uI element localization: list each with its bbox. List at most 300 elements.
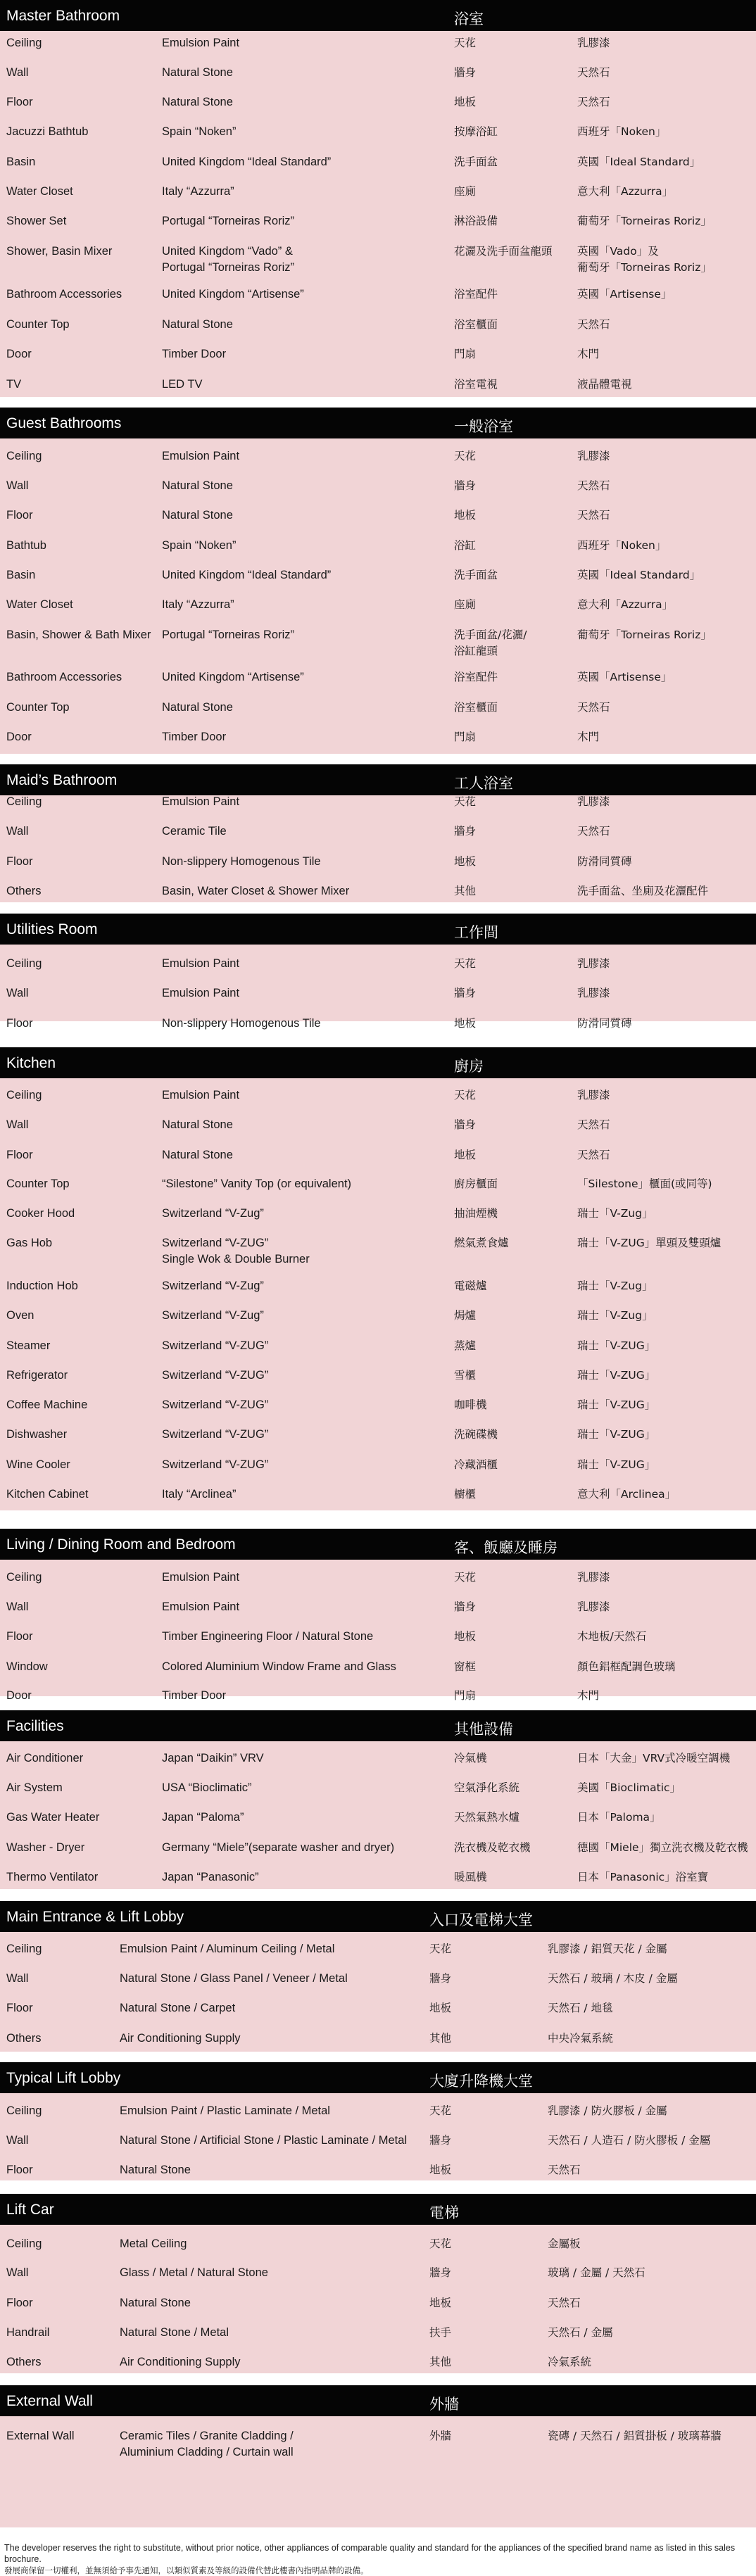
item-label: TV: [6, 378, 22, 391]
item-label: Washer - Dryer: [6, 1841, 85, 1854]
spec-value-zh: [577, 213, 712, 229]
item-zh-line: 牆身: [429, 2266, 452, 2279]
item-label-zh: [454, 448, 476, 465]
spec-zh-line: 天然石: [577, 1118, 610, 1131]
spec-line: United Kingdom “Vado” &: [162, 245, 293, 258]
item-label-zh: [454, 1206, 498, 1222]
item-label-zh: [454, 883, 476, 899]
item-zh-line: 天花: [429, 2104, 452, 2117]
item-zh-line: 櫥櫃: [454, 1488, 477, 1501]
spec-line: Natural Stone: [162, 701, 233, 714]
item-label-zh: [454, 377, 498, 393]
section-header: [0, 914, 756, 945]
item-label: Floor: [6, 855, 33, 868]
spec-value: [162, 1206, 264, 1222]
spec-line-2: Single Wok & Double Burner: [162, 1253, 310, 1265]
spec-zh-line: 天然石: [577, 509, 610, 522]
section-header: [0, 408, 756, 438]
item-label: Gas Hob: [6, 1237, 53, 1249]
item-label-zh: [429, 2031, 451, 2047]
section-title-en: Main Entrance & Lift Lobby: [6, 1909, 184, 1925]
spec-zh-line: 防滑同質磚: [577, 1017, 632, 1030]
section-title-zh: 大廈升降機大堂: [429, 2073, 533, 2090]
section-master-bathroom: [0, 0, 756, 397]
item-label: Steamer: [6, 1339, 51, 1352]
item-label-zh: [454, 478, 476, 494]
spec-value: [162, 65, 233, 81]
spec-line: USA “Bioclimatic”: [162, 1781, 252, 1794]
item-label-zh: [454, 1840, 531, 1856]
spec-value-zh: [577, 627, 712, 643]
item-zh-line: 座廁: [454, 598, 477, 611]
item-zh-line: 牆身: [454, 1600, 477, 1613]
item-label-zh: [454, 627, 527, 659]
spec-line: Switzerland “V-ZUG”: [162, 1369, 269, 1382]
item-label-zh: [454, 1087, 476, 1104]
item-label: Counter Top: [6, 318, 70, 331]
item-label: Wine Cooler: [6, 1458, 70, 1471]
item-label: Wall: [6, 825, 29, 838]
spec-value: [162, 317, 233, 333]
item-label-zh: [454, 35, 476, 51]
section-title-zh: 工人浴室: [454, 775, 513, 792]
spec-line: Natural Stone / Metal: [120, 2326, 229, 2339]
item-zh-line: 浴室櫃面: [454, 318, 498, 331]
spec-line: Natural Stone / Carpet: [120, 2002, 236, 2014]
item-zh-line: 天花: [454, 1089, 477, 1101]
item-label: Ceiling: [6, 957, 42, 970]
item-label-zh: [454, 1368, 476, 1384]
spec-line: Emulsion Paint / Plastic Laminate / Metal: [120, 2104, 330, 2117]
item-zh-line: 門扇: [454, 731, 477, 743]
spec-value: [162, 1117, 233, 1133]
spec-value: [162, 597, 234, 613]
spec-value: [162, 1486, 236, 1503]
item-zh-line: 天花: [429, 1943, 452, 1955]
section-facilities: [0, 1710, 756, 1889]
item-label-zh: [454, 1688, 476, 1704]
item-zh-line: 洗手面盆: [454, 569, 498, 581]
spec-value: [162, 1235, 310, 1268]
spec-zh-line: 英國「Ideal Standard」: [577, 156, 701, 168]
spec-value-zh: [577, 700, 610, 716]
item-zh-line: 淋浴設備: [454, 215, 498, 227]
spec-value: [120, 2103, 330, 2119]
spec-line: Portugal “Torneiras Roriz”: [162, 215, 294, 227]
item-label: Floor: [6, 509, 33, 522]
item-label: Water Closet: [6, 598, 73, 611]
item-zh-line: 焗爐: [454, 1309, 477, 1322]
spec-value: [120, 2236, 187, 2252]
item-label-zh: [429, 2103, 451, 2119]
spec-line: Emulsion Paint / Aluminum Ceiling / Metal: [120, 1943, 335, 1955]
spec-value-zh: [577, 1176, 712, 1192]
spec-value: [162, 1368, 268, 1384]
spec-value: [162, 1457, 268, 1473]
spec-line: Japan “Daikin” VRV: [162, 1752, 264, 1764]
item-label: Refrigerator: [6, 1369, 68, 1382]
item-label: Door: [6, 348, 32, 360]
spec-zh-line: 美國「Bioclimatic」: [577, 1781, 681, 1794]
section-lift-car: [0, 2194, 756, 2373]
spec-value: [120, 2162, 191, 2178]
section-utilities-room: [0, 914, 756, 1030]
item-label-zh: [454, 1147, 476, 1163]
item-label: Wall: [6, 479, 29, 492]
spec-value-zh: [577, 729, 599, 745]
item-label: Floor: [6, 2297, 33, 2309]
spec-value: [162, 478, 233, 494]
spec-value-zh: [577, 184, 673, 200]
spec-value-zh: [577, 478, 610, 494]
item-label-zh: [454, 1235, 509, 1251]
item-label-zh: [429, 2295, 451, 2311]
spec-line: Timber Door: [162, 348, 227, 360]
item-label: Shower, Basin Mixer: [6, 245, 113, 258]
spec-value-zh: [577, 1629, 646, 1645]
spec-zh-line: 天然石: [548, 2164, 581, 2176]
item-label: Counter Top: [6, 701, 70, 714]
item-zh-line: 花灑及洗手面盆龍頭: [454, 245, 553, 258]
section-title-zh: 入口及電梯大堂: [429, 1912, 533, 1928]
spec-zh-line: 天然石: [577, 96, 610, 108]
section-title-en: External Wall: [6, 2393, 93, 2409]
spec-value-zh: [577, 1840, 748, 1856]
section-title-en: Lift Car: [6, 2202, 54, 2218]
spec-value-zh: [577, 1087, 610, 1104]
spec-zh-line: 洗手面盆、坐廁及花灑配件: [577, 885, 709, 897]
item-label-zh: [429, 2354, 451, 2370]
spec-value-zh: [548, 2133, 710, 2149]
spec-value-zh: [577, 346, 599, 362]
item-label-zh: [454, 1599, 476, 1615]
spec-value-zh: [577, 1016, 632, 1032]
item-zh-line: 天花: [429, 2237, 452, 2250]
spec-zh-line: 瑞士「V-ZUG」: [577, 1458, 656, 1471]
item-label-zh: [429, 2428, 451, 2444]
spec-line: Spain “Noken”: [162, 125, 237, 138]
spec-value: [162, 1338, 268, 1354]
item-label: Ceiling: [6, 1571, 42, 1584]
disclaimer-zh: 發展商保留一切權利，並無須給予事先通知，以類似質素及等級的設備代替此樓書內指明品牌的設備。: [4, 2565, 369, 2575]
item-label-zh: [454, 1659, 476, 1675]
spec-line: Ceramic Tiles / Granite Cladding /: [120, 2430, 294, 2442]
spec-line: Glass / Metal / Natural Stone: [120, 2266, 268, 2279]
item-label: Air System: [6, 1781, 63, 1794]
spec-zh-line: 瑞士「V-Zug」: [577, 1280, 653, 1292]
item-label: Floor: [6, 2002, 33, 2014]
spec-zh-line: 瓷磚 / 天然石 / 鋁質掛板 / 玻璃幕牆: [548, 2430, 722, 2442]
spec-value-zh: [577, 1599, 610, 1615]
item-zh-line: 其他: [429, 2356, 452, 2368]
item-zh-line: 燃氣煮食爐: [454, 1237, 509, 1249]
spec-value: [162, 700, 233, 716]
spec-value-zh: [577, 286, 672, 303]
spec-value-zh: [577, 1457, 655, 1473]
item-zh-line: 空氣淨化系統: [454, 1781, 520, 1794]
spec-zh-line: 乳膠漆: [577, 1089, 610, 1101]
spec-value: [162, 507, 233, 524]
item-label-zh: [454, 184, 476, 200]
item-label-zh: [429, 2265, 451, 2281]
item-label: Floor: [6, 1149, 33, 1161]
item-label: Basin: [6, 156, 36, 168]
spec-zh-line: 天然石 / 金屬: [548, 2326, 613, 2339]
spec-value-zh: [577, 985, 610, 1002]
spec-line: Non-slippery Homogenous Tile: [162, 855, 321, 868]
item-label: Wall: [6, 1118, 29, 1131]
spec-value-zh: [577, 317, 610, 333]
spec-line: LED TV: [162, 378, 203, 391]
section-guest-bathrooms: [0, 408, 756, 754]
section-header: [0, 2385, 756, 2416]
item-zh-line: 牆身: [454, 1118, 477, 1131]
spec-value-zh: [577, 1278, 653, 1294]
item-label: Bathroom Accessories: [6, 288, 122, 301]
spec-zh-line: 天然石: [577, 66, 610, 79]
spec-value-zh: [577, 1659, 676, 1675]
item-zh-line: 天花: [454, 1571, 477, 1584]
item-zh-line: 天花: [454, 795, 477, 808]
spec-zh-line: 英國「Artisense」: [577, 288, 672, 301]
section-kitchen: [0, 1047, 756, 1510]
spec-zh-line: 天然石: [577, 701, 610, 714]
item-label-zh: [454, 823, 476, 840]
item-label-zh: [454, 1750, 487, 1767]
spec-value: [120, 2265, 268, 2281]
spec-line: Natural Stone: [120, 2164, 191, 2176]
spec-value-zh: [548, 1941, 667, 1957]
spec-value-zh: [577, 1869, 708, 1886]
section-title-zh: 外牆: [429, 2396, 459, 2413]
spec-value: [120, 2031, 241, 2047]
section-title-en: Master Bathroom: [6, 8, 120, 24]
spec-value: [162, 1688, 226, 1704]
item-label: Window: [6, 1660, 48, 1673]
section-title-zh: 其他設備: [454, 1721, 513, 1738]
spec-line-2: Portugal “Torneiras Roriz”: [162, 261, 294, 274]
spec-value: [162, 286, 304, 303]
item-label-zh: [454, 1278, 487, 1294]
spec-zh-line: 乳膠漆: [577, 987, 610, 999]
spec-value: [162, 567, 331, 583]
item-label-zh: [454, 567, 498, 583]
spec-value: [162, 883, 349, 899]
item-zh-line: 冷藏酒櫃: [454, 1458, 498, 1471]
spec-zh-line: 葡萄牙「Torneiras Roriz」: [577, 215, 712, 227]
section-header: [0, 1901, 756, 1932]
spec-line: Italy “Arclinea”: [162, 1488, 237, 1501]
item-label-zh: [429, 1941, 451, 1957]
spec-zh-line: 天然石: [577, 1149, 610, 1161]
item-label: Ceiling: [6, 2237, 42, 2250]
item-label: Coffee Machine: [6, 1399, 88, 1411]
item-zh-line: 其他: [454, 885, 477, 897]
spec-zh-line: 瑞士「V-ZUG」: [577, 1369, 656, 1382]
spec-value-zh: [577, 1235, 721, 1251]
spec-line: Timber Door: [162, 1689, 227, 1702]
spec-value: [162, 1629, 373, 1645]
spec-value: [162, 448, 239, 465]
item-label: Kitchen Cabinet: [6, 1488, 89, 1501]
item-zh-line: 門扇: [454, 1689, 477, 1702]
item-label: Ceiling: [6, 2104, 42, 2117]
spec-value: [162, 794, 239, 810]
spec-zh-line: 天然石 / 玻璃 / 木皮 / 金屬: [548, 1972, 678, 1985]
item-label: Handrail: [6, 2326, 50, 2339]
spec-line-2: Aluminium Cladding / Curtain wall: [120, 2446, 294, 2458]
item-zh-line: 天花: [454, 450, 477, 462]
item-zh-line: 牆身: [454, 66, 477, 79]
section-living-dining: [0, 1529, 756, 1702]
spec-value-zh: [577, 567, 700, 583]
item-zh-line: 天花: [454, 37, 477, 49]
spec-zh-line: 乳膠漆: [577, 795, 610, 808]
item-zh-line: 地板: [429, 2297, 452, 2309]
spec-zh-line: 金屬板: [548, 2237, 581, 2250]
spec-zh-line: 木門: [577, 731, 600, 743]
spec-value: [162, 1869, 259, 1886]
item-label: Water Closet: [6, 185, 73, 198]
spec-value: [162, 377, 202, 393]
item-label: Floor: [6, 1630, 33, 1643]
spec-value-zh: [577, 597, 673, 613]
spec-zh-line: 西班牙「Noken」: [577, 125, 667, 138]
spec-value-zh: [577, 377, 632, 393]
spec-value-zh: [577, 823, 610, 840]
spec-value-zh: [577, 1368, 655, 1384]
item-label: External Wall: [6, 2430, 75, 2442]
spec-line: United Kingdom “Artisense”: [162, 288, 304, 301]
spec-value-zh: [577, 1427, 655, 1443]
spec-value: [162, 1599, 239, 1615]
item-label-zh: [454, 154, 498, 170]
spec-line: Natural Stone: [120, 2297, 191, 2309]
item-zh-line: 地板: [454, 1017, 477, 1030]
spec-value-zh: [548, 2103, 667, 2119]
spec-line: Metal Ceiling: [120, 2237, 187, 2250]
section-title-zh: 廚房: [454, 1058, 484, 1075]
spec-value-zh: [577, 1688, 599, 1704]
item-label-zh: [454, 244, 553, 260]
spec-line: Non-slippery Homogenous Tile: [162, 1017, 321, 1030]
spec-value-zh: [577, 1338, 655, 1354]
spec-line: Natural Stone: [162, 509, 233, 522]
item-label-zh: [454, 1486, 476, 1503]
item-zh-line: 牆身: [454, 987, 477, 999]
spec-line: Natural Stone / Glass Panel / Veneer / Metal: [120, 1972, 348, 1985]
item-label: Thermo Ventilator: [6, 1871, 99, 1883]
spec-zh-line: 日本「Paloma」: [577, 1811, 661, 1824]
spec-zh-line: 乳膠漆: [577, 1600, 610, 1613]
item-label: Jacuzzi Bathtub: [6, 125, 89, 138]
spec-value: [162, 823, 227, 840]
spec-value-zh: [577, 1117, 610, 1133]
section-title-en: Guest Bathrooms: [6, 415, 122, 431]
item-label: Basin: [6, 569, 36, 581]
spec-line: Emulsion Paint: [162, 1600, 240, 1613]
item-label: Ceiling: [6, 795, 42, 808]
spec-value-zh: [577, 538, 666, 554]
spec-value: [162, 1278, 264, 1294]
section-main-entrance: [0, 1901, 756, 2052]
spec-line: Japan “Paloma”: [162, 1811, 244, 1824]
spec-zh-line: 瑞士「V-Zug」: [577, 1207, 653, 1220]
item-zh-line-2: 浴缸龍頭: [454, 645, 498, 657]
section-external-wall: [0, 2385, 756, 2527]
spec-line: Natural Stone / Artificial Stone / Plastic Laminate / Metal: [120, 2134, 408, 2147]
item-label-zh: [454, 124, 498, 140]
item-zh-line: 按摩浴缸: [454, 125, 498, 138]
spec-line: Natural Stone: [162, 66, 233, 79]
section-typical-lift-lobby: [0, 2062, 756, 2180]
spec-zh-line: 日本「大金」VRV式冷暖空調機: [577, 1752, 731, 1764]
spec-line: Emulsion Paint: [162, 450, 240, 462]
item-label: Others: [6, 2032, 42, 2045]
item-label-zh: [454, 1338, 476, 1354]
spec-value-zh: [577, 883, 708, 899]
spec-line: Natural Stone: [162, 96, 233, 108]
item-label-zh: [429, 2000, 451, 2016]
spec-line: Ceramic Tile: [162, 825, 227, 838]
item-zh-line: 浴室配件: [454, 288, 498, 301]
spec-line: Emulsion Paint: [162, 795, 240, 808]
section-title-zh: 一般浴室: [454, 418, 513, 435]
item-label-zh: [454, 286, 498, 303]
spec-value: [162, 154, 331, 170]
spec-value-zh: [548, 2265, 645, 2281]
item-label: Door: [6, 731, 32, 743]
section-title-zh: 客、飯廳及睡房: [454, 1539, 557, 1556]
spec-value: [162, 854, 321, 870]
item-zh-line: 廚房櫃面: [454, 1177, 498, 1190]
item-zh-line: 雪櫃: [454, 1369, 477, 1382]
item-zh-line: 座廁: [454, 185, 477, 198]
spec-line: Switzerland “V-ZUG”: [162, 1458, 269, 1471]
spec-zh-line: 乳膠漆 / 防火膠板 / 金屬: [548, 2104, 667, 2117]
item-label-zh: [454, 597, 476, 613]
spec-zh-line: 玻璃 / 金屬 / 天然石: [548, 2266, 645, 2279]
section-header: [0, 2194, 756, 2225]
spec-value: [162, 956, 239, 972]
spec-zh-line: 乳膠漆: [577, 1571, 610, 1584]
item-label-zh: [454, 1810, 519, 1826]
spec-zh-line: 中央冷氣系統: [548, 2032, 614, 2045]
spec-zh-line: 乳膠漆: [577, 37, 610, 49]
section-title-en: Maid’s Bathroom: [6, 772, 118, 788]
spec-zh-line: 德國「Miele」獨立洗衣機及乾衣機: [577, 1841, 748, 1854]
spec-value: [162, 627, 294, 643]
spec-line: Italy “Azzurra”: [162, 185, 234, 198]
item-label-zh: [429, 1971, 451, 1987]
item-label-zh: [454, 956, 476, 972]
spec-line: United Kingdom “Ideal Standard”: [162, 156, 332, 168]
spec-value: [162, 1570, 239, 1586]
item-label-zh: [454, 729, 476, 745]
item-zh-line: 洗手面盆/花灑/: [454, 629, 527, 641]
spec-value: [162, 985, 239, 1002]
spec-value-zh: [577, 1486, 676, 1503]
spec-value-zh: [577, 1147, 610, 1163]
section-header: [0, 2062, 756, 2093]
spec-value-zh: [577, 244, 712, 276]
item-label-zh: [454, 1427, 498, 1443]
item-label-zh: [454, 1457, 498, 1473]
spec-value: [120, 1971, 348, 1987]
item-zh-line: 窗框: [454, 1660, 477, 1673]
spec-zh-line: 英國「Vado」及: [577, 245, 659, 258]
spec-value: [162, 1780, 251, 1796]
